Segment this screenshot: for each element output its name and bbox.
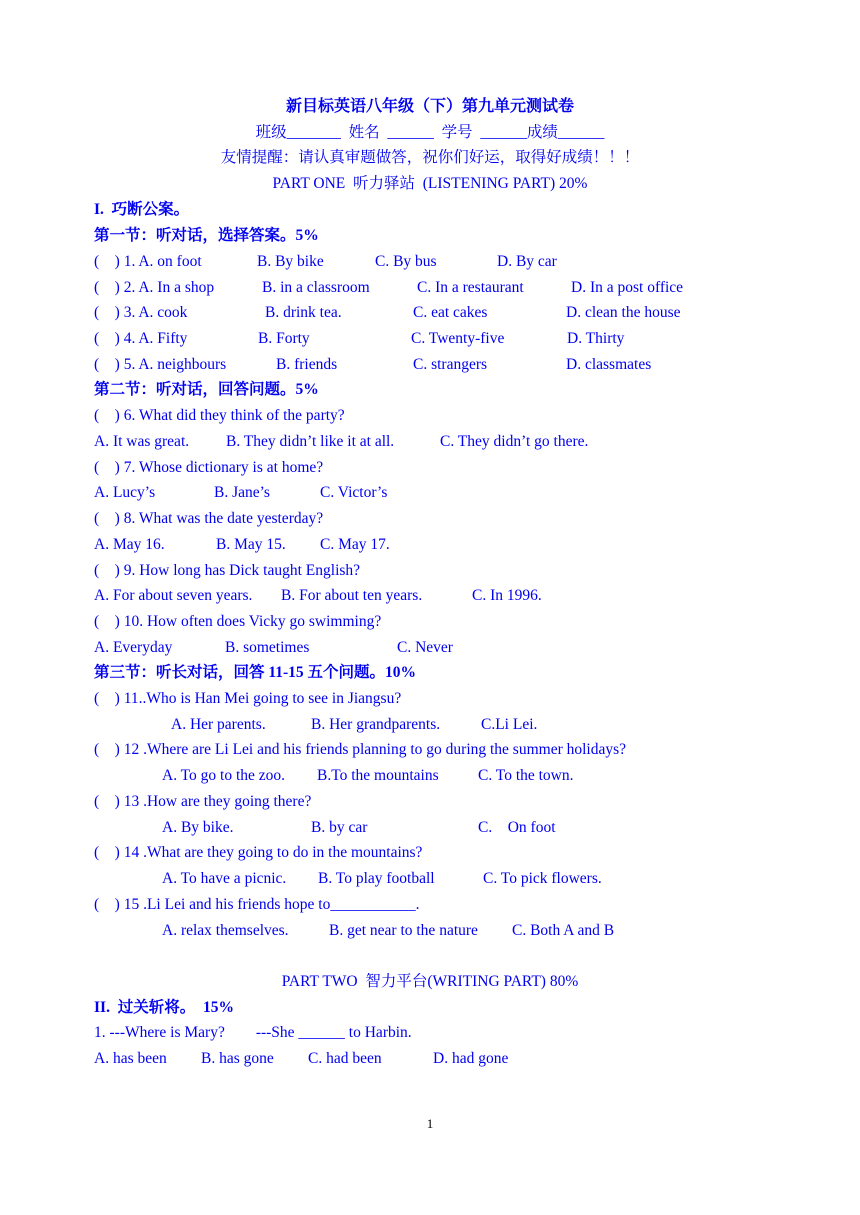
p2-q1-option-a: A. has been xyxy=(94,1050,167,1067)
q10-option-c: C. Never xyxy=(397,639,453,656)
q11-stem: ( ) 11..Who is Han Mei going to see in Jiangsu? xyxy=(94,690,402,707)
q6-option-b: B. They didn’t like it at all. xyxy=(226,433,395,450)
subsection-1-heading: 第一节：听对话，选择答案。5% xyxy=(94,227,319,244)
q4-option-c: C. Twenty-five xyxy=(411,330,505,347)
part-two-title: PART TWO 智力平台(WRITING PART) 80% xyxy=(281,973,579,990)
q1-option-d: D. By car xyxy=(497,253,557,270)
q4-stem: ( ) 4. A. Fifty xyxy=(94,330,188,347)
q7-option-a: A. Lucy’s xyxy=(94,484,156,501)
q12-stem: ( ) 12 .Where are Li Lei and his friends planning to go during the summer holidays? xyxy=(94,741,627,758)
reminder-text: 友情提醒：请认真审题做答，祝你们好运，取得好成绩！！！ xyxy=(220,149,640,166)
q14-option-b: B. To play football xyxy=(318,870,435,887)
q14-option-c: C. To pick flowers. xyxy=(483,870,602,887)
q9-option-b: B. For about ten years. xyxy=(281,587,423,604)
p2-q1-option-c: C. had been xyxy=(308,1050,382,1067)
q7-option-c: C. Victor’s xyxy=(320,484,388,501)
q8-stem: ( ) 8. What was the date yesterday? xyxy=(94,510,324,527)
q12-option-b: B.To the mountains xyxy=(317,767,439,784)
q9-option-c: C. In 1996. xyxy=(472,587,542,604)
page-number: 1 xyxy=(426,1116,434,1131)
q3-option-d: D. clean the house xyxy=(566,304,681,321)
section-ii-heading: II. 过关斩将。 15% xyxy=(94,999,234,1016)
q7-option-b: B. Jane’s xyxy=(214,484,270,501)
q11-option-c: C.Li Lei. xyxy=(481,716,538,733)
q12-option-a: A. To go to the zoo. xyxy=(162,767,286,784)
subsection-3-heading: 第三节：听长对话，回答 11-15 五个问题。10% xyxy=(94,664,417,681)
q1-stem: ( ) 1. A. on foot xyxy=(94,253,202,270)
q15-option-c: C. Both A and B xyxy=(512,922,615,939)
q4-option-b: B. Forty xyxy=(258,330,310,347)
q12-option-c: C. To the town. xyxy=(478,767,574,784)
q6-option-a: A. It was great. xyxy=(94,433,190,450)
q13-option-a: A. By bike. xyxy=(162,819,234,836)
q14-option-a: A. To have a picnic. xyxy=(162,870,287,887)
q10-option-a: A. Everyday xyxy=(94,639,173,656)
q2-option-b: B. in a classroom xyxy=(262,279,370,296)
q11-option-a: A. Her parents. xyxy=(171,716,266,733)
q10-stem: ( ) 10. How often does Vicky go swimming? xyxy=(94,613,382,630)
section-i-heading: I. 巧断公案。 xyxy=(94,201,190,218)
q1-option-b: B. By bike xyxy=(257,253,324,270)
q14-stem: ( ) 14 .What are they going to do in the mountains? xyxy=(94,844,423,861)
q8-option-c: C. May 17. xyxy=(320,536,390,553)
q15-stem: ( ) 15 .Li Lei and his friends hope to___________. xyxy=(94,896,420,913)
page-title: 新目标英语八年级（下）第九单元测试卷 xyxy=(285,98,574,115)
student-info-line: 班级_______ 姓名 ______ 学号 ______成绩______ xyxy=(255,124,605,141)
q7-stem: ( ) 7. Whose dictionary is at home? xyxy=(94,459,324,476)
q15-option-b: B. get near to the nature xyxy=(329,922,478,939)
q3-option-c: C. eat cakes xyxy=(413,304,488,321)
q2-option-d: D. In a post office xyxy=(571,279,684,296)
q5-option-d: D. classmates xyxy=(566,356,652,373)
q10-option-b: B. sometimes xyxy=(225,639,310,656)
q13-option-b: B. by car xyxy=(311,819,368,836)
p2-q1-option-b: B. has gone xyxy=(201,1050,274,1067)
q13-option-c: C. On foot xyxy=(478,819,556,836)
q9-option-a: A. For about seven years. xyxy=(94,587,253,604)
q1-option-c: C. By bus xyxy=(375,253,437,270)
q6-option-c: C. They didn’t go there. xyxy=(440,433,589,450)
q5-option-b: B. friends xyxy=(276,356,338,373)
q15-option-a: A. relax themselves. xyxy=(162,922,289,939)
q13-stem: ( ) 13 .How are they going there? xyxy=(94,793,312,810)
p2-q1-option-d: D. had gone xyxy=(433,1050,509,1067)
q4-option-d: D. Thirty xyxy=(567,330,625,347)
q5-option-c: C. strangers xyxy=(413,356,488,373)
q3-option-b: B. drink tea. xyxy=(265,304,342,321)
q2-stem: ( ) 2. A. In a shop xyxy=(94,279,215,296)
q11-option-b: B. Her grandparents. xyxy=(311,716,441,733)
part-one-title: PART ONE 听力驿站 (LISTENING PART) 20% xyxy=(272,175,588,192)
p2-q1-stem: 1. ---Where is Mary? ---She ______ to Harbin. xyxy=(94,1024,412,1041)
q3-stem: ( ) 3. A. cook xyxy=(94,304,188,321)
q8-option-a: A. May 16. xyxy=(94,536,165,553)
q8-option-b: B. May 15. xyxy=(216,536,286,553)
q9-stem: ( ) 9. How long has Dick taught English? xyxy=(94,562,361,579)
subsection-2-heading: 第二节：听对话，回答问题。5% xyxy=(94,381,319,398)
q6-stem: ( ) 6. What did they think of the party? xyxy=(94,407,345,424)
q5-stem: ( ) 5. A. neighbours xyxy=(94,356,227,373)
q2-option-c: C. In a restaurant xyxy=(417,279,524,296)
